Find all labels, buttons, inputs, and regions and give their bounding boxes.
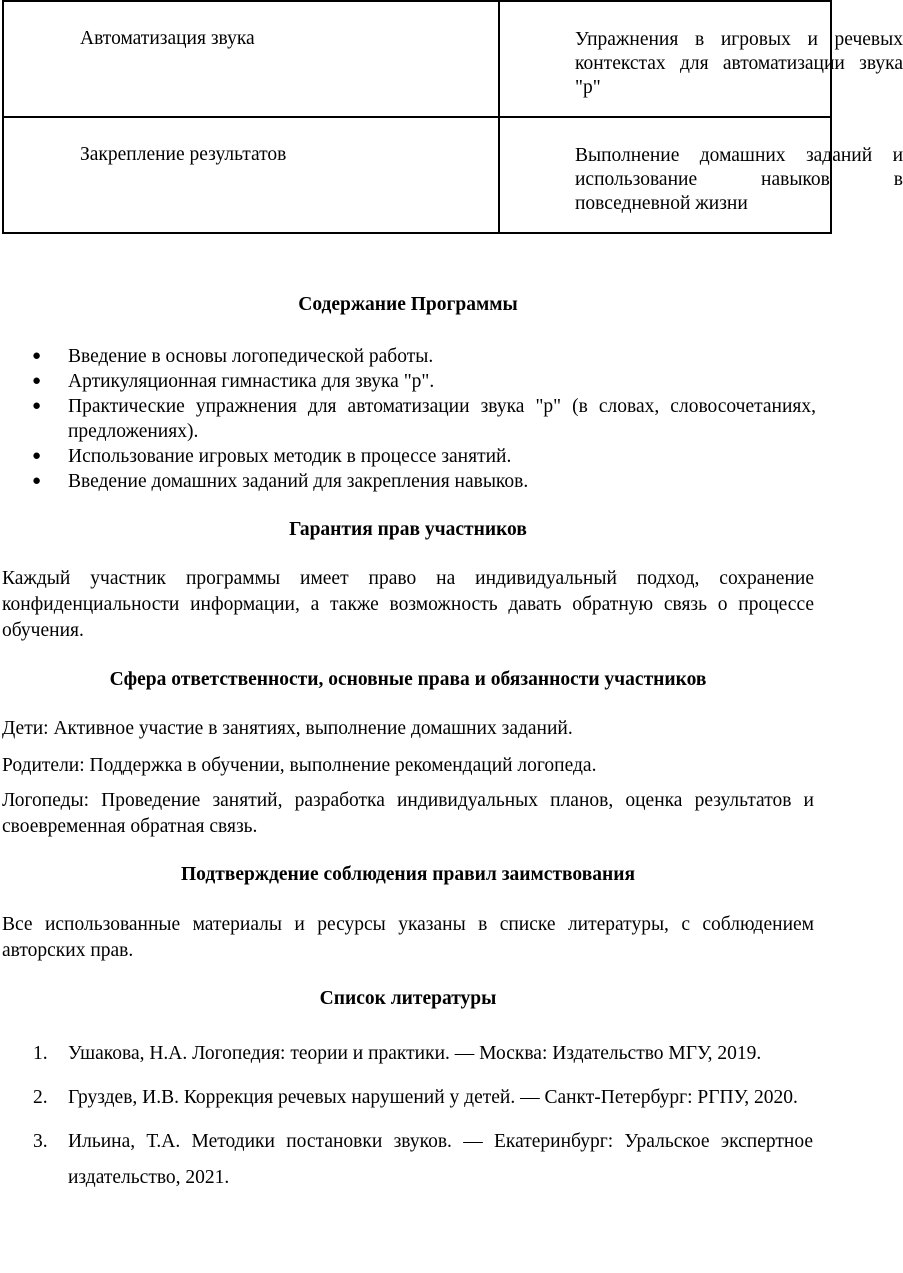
- bullet-icon: ●: [32, 473, 42, 489]
- description-cell: [499, 1, 903, 117]
- stage-cell: [3, 117, 499, 233]
- bullet-icon: ●: [32, 448, 42, 464]
- children-duties: Дети: Активное участие в занятиях, выполнение домашних заданий.: [2, 718, 573, 739]
- parents-duties: Родители: Поддержка в обучении, выполнение рекомендаций логопеда.: [2, 755, 597, 776]
- list-item: 3. Ильина, Т.А. Методики постановки звуков. — Екатеринбург: Уральское экспертное издательство, 2021.: [33, 1131, 813, 1188]
- list-item: ● Введение домашних заданий для закрепления навыков.: [32, 471, 529, 492]
- borrowing-text: Все использованные материалы и ресурсы указаны в списке литературы, с соблюдением авторских прав.: [2, 914, 814, 961]
- therapists-duties: Логопеды: Проведение занятий, разработка индивидуальных планов, оценка результатов и своевременная обратная связь.: [2, 790, 814, 837]
- table-row: [3, 1, 831, 117]
- rights-text: Каждый участник программы имеет право на индивидуальный подход, сохранение конфиденциальности информации, а также возможность давать обратную связь о процессе обучения.: [2, 568, 814, 641]
- stage-description: Упражнения в игровых и речевых контекстах для автоматизации звука "р": [575, 29, 903, 98]
- description-cell: [499, 117, 903, 233]
- borrowing-heading: Подтверждение соблюдения правил заимствования: [180, 864, 635, 885]
- responsibility-heading: Сфера ответственности, основные права и обязанности участников: [109, 669, 707, 690]
- stage-cell: [3, 1, 499, 117]
- stages-table: [2, 0, 903, 234]
- stage-name: Автоматизация звука: [80, 28, 255, 49]
- list-item: 2. Груздев, И.В. Коррекция речевых нарушений у детей. — Санкт-Петербург: РГПУ, 2020.: [33, 1087, 798, 1108]
- bullet-icon: ●: [32, 398, 42, 414]
- list-item: 1. Ушакова, Н.А. Логопедия: теории и практики. — Москва: Издательство МГУ, 2019.: [33, 1043, 762, 1064]
- list-item: ● Артикуляционная гимнастика для звука "р".: [32, 371, 435, 392]
- stage-name: Закрепление результатов: [80, 144, 287, 165]
- list-item: ● Практические упражнения для автоматизации звука "р" (в словах, словосочетаниях, предложениях).: [32, 396, 816, 442]
- stage-description: Выполнение домашних заданий и использование навыков в повседневной жизни: [575, 145, 903, 214]
- table-row: [3, 117, 831, 233]
- rights-heading: Гарантия прав участников: [289, 519, 527, 540]
- list-item: ● Использование игровых методик в процессе занятий.: [32, 446, 512, 467]
- bullet-icon: ●: [32, 348, 42, 364]
- references-list: [33, 1036, 813, 1204]
- content-list: [32, 344, 816, 494]
- content-heading: Содержание Программы: [298, 294, 518, 315]
- bullet-icon: ●: [32, 373, 42, 389]
- references-heading: Список литературы: [319, 988, 497, 1009]
- list-item: ● Введение в основы логопедической работы.: [32, 346, 434, 367]
